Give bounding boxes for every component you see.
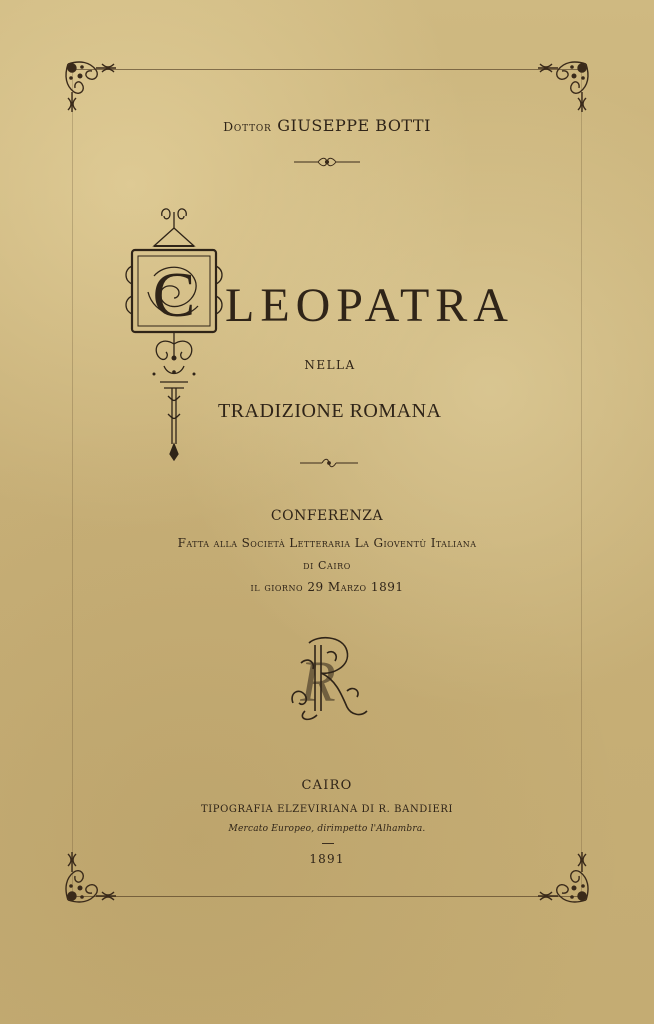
initial-letter: C [152, 259, 196, 330]
author-line [0, 116, 654, 135]
page-frame [72, 69, 582, 897]
conference-line-3: il giorno 29 Marzo 1891 [250, 580, 404, 594]
conference-line-2: di Cairo [303, 559, 351, 572]
decorated-initial-icon [124, 206, 224, 461]
corner-ornament-icon [62, 58, 118, 114]
author-name: GIUSEPPE BOTTI [277, 116, 431, 135]
title-connector: NELLA [304, 358, 356, 372]
fleuron-divider-icon [292, 155, 362, 169]
imprint-year: 1891 [309, 852, 345, 866]
monogram-icon [287, 633, 371, 723]
imprint-rule [322, 843, 334, 844]
imprint-printer: TIPOGRAFIA ELZEVIRIANA DI R. BANDIERI [200, 804, 454, 815]
subtitle: TRADIZIONE ROMANA [218, 400, 442, 422]
conference-line-1: Fatta alla Società Letteraria La Gioventù Italiana [177, 536, 477, 550]
imprint-address: Mercato Europeo, dirimpetto l'Alhambra. [228, 824, 426, 834]
imprint-city: CAIRO [301, 778, 353, 793]
fleuron-divider-icon [298, 457, 360, 469]
corner-ornament-icon [536, 58, 592, 114]
conference-heading: CONFERENZA [270, 508, 384, 524]
main-title: LEOPATRA [225, 279, 514, 332]
monogram-letter: R [300, 649, 336, 714]
author-prefix: Dottor [223, 119, 272, 134]
